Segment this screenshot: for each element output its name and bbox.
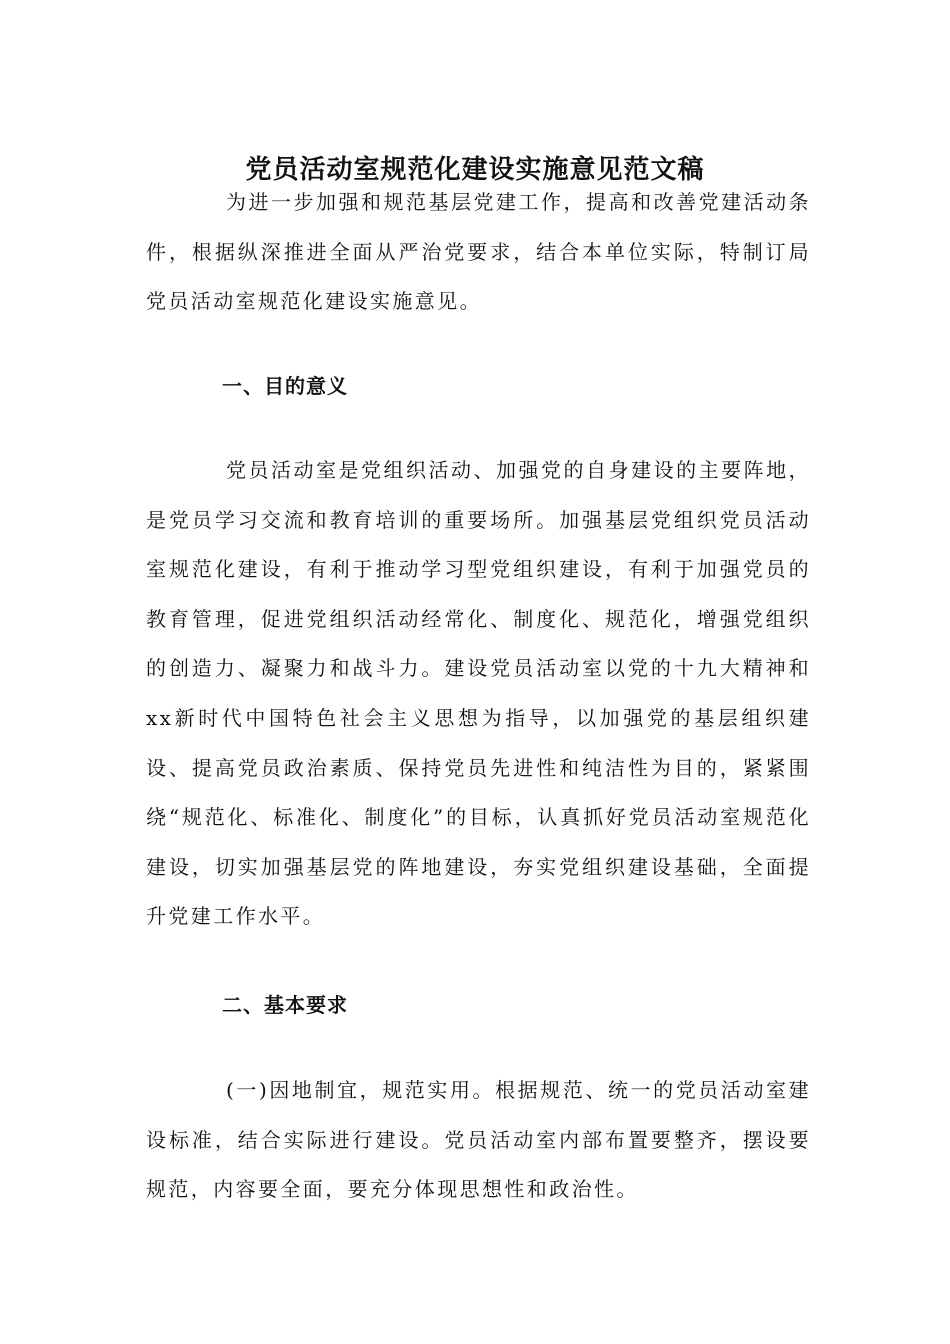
section-heading-purpose: 一、目的意义 bbox=[222, 374, 348, 398]
section-paragraph-requirements: (一)因地制宜，规范实用。根据规范、统一的党员活动室建设标准，结合实际进行建设。党员活动室内部布置要整齐，摆设要规范，内容要全面，要充分体现思想性和政治性。 bbox=[146, 1078, 811, 1202]
document-title: 党员活动室规范化建设实施意见范文稿 bbox=[245, 155, 705, 186]
section-paragraph-purpose: 党员活动室是党组织活动、加强党的自身建设的主要阵地，是党员学习交流和教育培训的重要场所。加强基层党组织党员活动室规范化建设，有利于推动学习型党组织建设，有利于加强党员的教育管理，促进党组织活动经常化、制度化、规范化，增强党组织的创造力、凝聚力和战斗力。建设党员活动室以党的十九大精神和xx新时代中国特色社会主义思想为指导，以加强党的基层组织建设、提高党员政治素质、保持党员先进性和纯洁性为目的，紧紧围绕“规范化、标准化、制度化”的目标，认真抓好党员活动室规范化建设，切实加强基层党的阵地建设，夯实党组织建设基础，全面提升党建工作水平。 bbox=[146, 458, 811, 929]
intro-paragraph: 为进一步加强和规范基层党建工作，提高和改善党建活动条件，根据纵深推进全面从严治党要求，结合本单位实际，特制订局党员活动室规范化建设实施意见。 bbox=[146, 190, 811, 314]
section-heading-requirements: 二、基本要求 bbox=[222, 993, 348, 1017]
